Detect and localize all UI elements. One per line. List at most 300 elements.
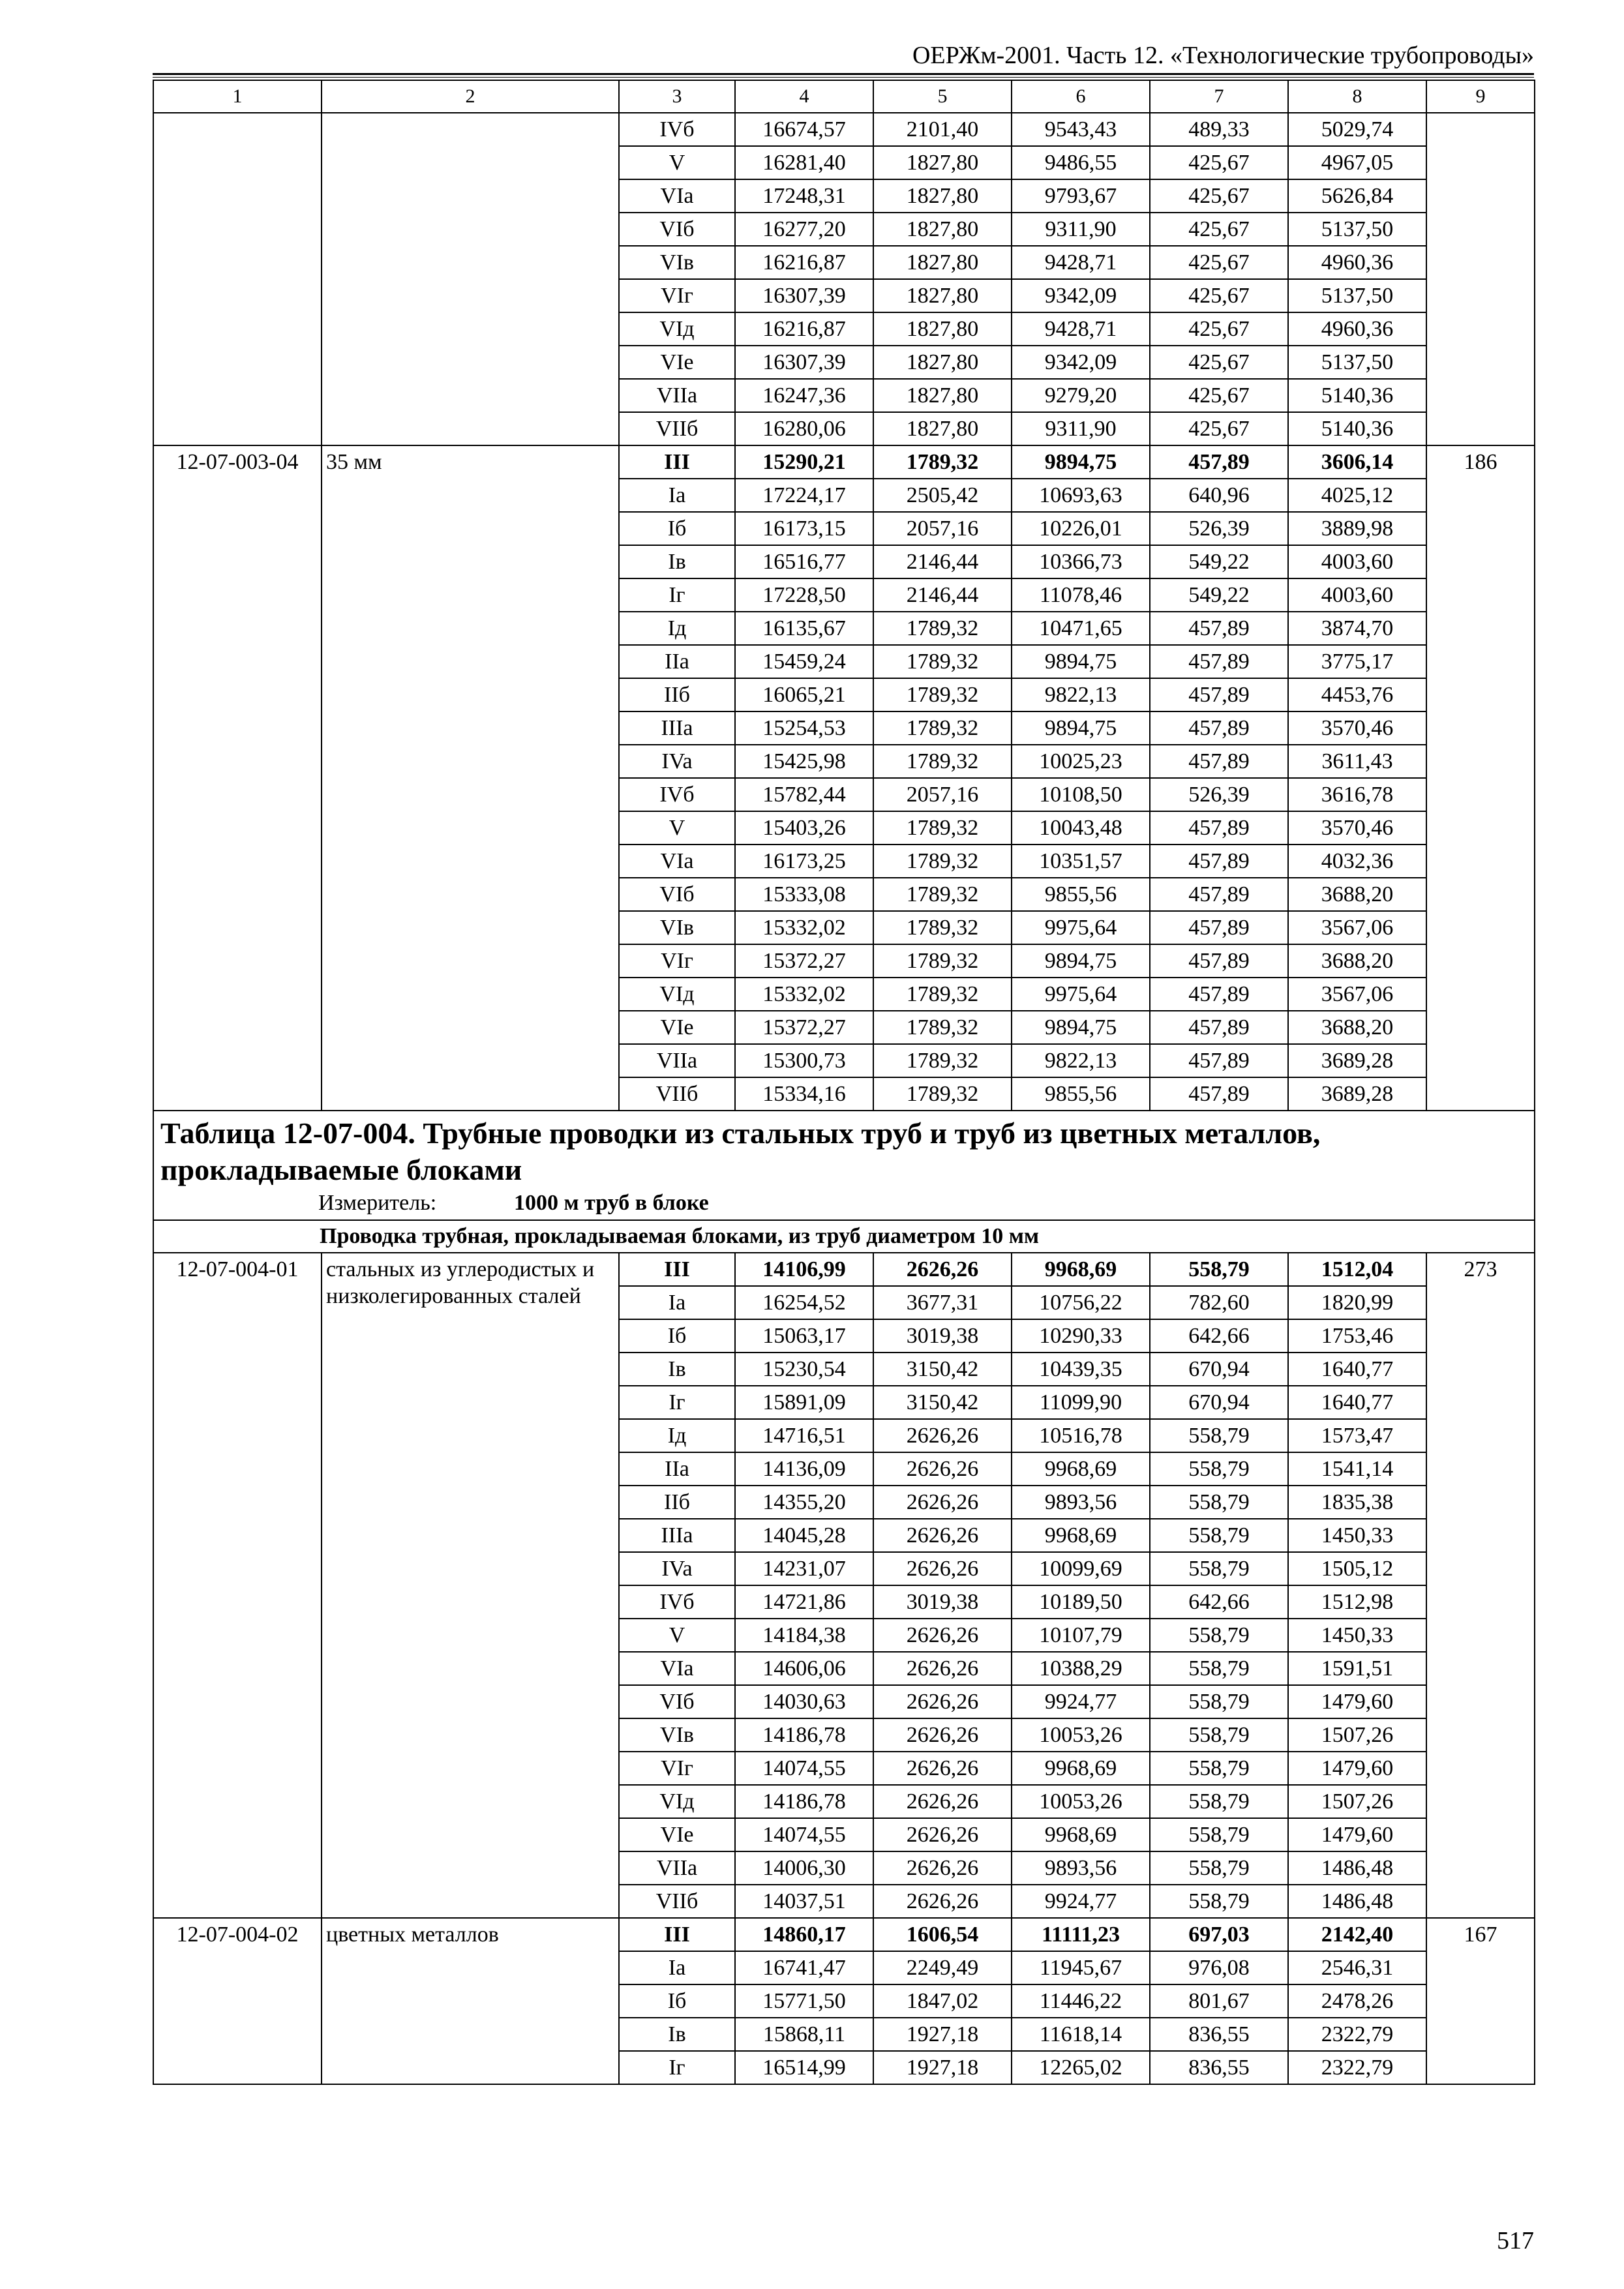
value-cell: 1789,32 bbox=[873, 645, 1012, 678]
value-cell: 1479,60 bbox=[1288, 1818, 1426, 1851]
value-cell: 9968,69 bbox=[1012, 1452, 1150, 1486]
value-cell: 15891,09 bbox=[735, 1386, 873, 1419]
value-cell: 16307,39 bbox=[735, 279, 873, 312]
value-cell: 15333,08 bbox=[735, 878, 873, 911]
value-cell: 1827,80 bbox=[873, 213, 1012, 246]
table-title: Таблица 12-07-004. Трубные проводки из стальных труб и труб из цветных металлов, прокладываемые блоками bbox=[160, 1116, 1321, 1186]
value-cell: 9893,56 bbox=[1012, 1851, 1150, 1885]
value-cell: 9968,69 bbox=[1012, 1253, 1150, 1286]
rate-description: стальных из углеродистых и низколегированных сталей bbox=[322, 1253, 619, 1918]
value-cell: 9968,69 bbox=[1012, 1752, 1150, 1785]
value-cell: 3019,38 bbox=[873, 1319, 1012, 1353]
value-cell: 1827,80 bbox=[873, 146, 1012, 179]
value-cell: 9855,56 bbox=[1012, 1077, 1150, 1111]
value-cell: 3150,42 bbox=[873, 1386, 1012, 1419]
value-cell: 10439,35 bbox=[1012, 1353, 1150, 1386]
value-cell: 642,66 bbox=[1150, 1585, 1288, 1619]
value-cell: 16674,57 bbox=[735, 113, 873, 146]
value-cell: 10025,23 bbox=[1012, 745, 1150, 778]
value-cell: 9968,69 bbox=[1012, 1818, 1150, 1851]
region-code: III bbox=[619, 1918, 735, 1951]
value-cell: 1789,32 bbox=[873, 944, 1012, 978]
value-cell: 2626,26 bbox=[873, 1752, 1012, 1785]
value-cell: 558,79 bbox=[1150, 1486, 1288, 1519]
value-cell: 14074,55 bbox=[735, 1752, 873, 1785]
value-cell: 1789,32 bbox=[873, 978, 1012, 1011]
value-cell: 801,67 bbox=[1150, 1984, 1288, 2018]
value-cell: 526,39 bbox=[1150, 512, 1288, 545]
value-cell: 10471,65 bbox=[1012, 612, 1150, 645]
value-cell: 549,22 bbox=[1150, 578, 1288, 612]
value-cell: 558,79 bbox=[1150, 1552, 1288, 1585]
value-cell: 9279,20 bbox=[1012, 379, 1150, 412]
value-cell: 9855,56 bbox=[1012, 878, 1150, 911]
value-cell: 1512,98 bbox=[1288, 1585, 1426, 1619]
value-cell: 16247,36 bbox=[735, 379, 873, 412]
value-cell: 9968,69 bbox=[1012, 1519, 1150, 1552]
unit-label: Измеритель: bbox=[318, 1191, 437, 1215]
value-cell: 457,89 bbox=[1150, 612, 1288, 645]
value-cell: 15372,27 bbox=[735, 944, 873, 978]
value-cell: 2057,16 bbox=[873, 778, 1012, 811]
value-cell: 1827,80 bbox=[873, 412, 1012, 445]
region-code: V bbox=[619, 146, 735, 179]
value-cell: 2626,26 bbox=[873, 1519, 1012, 1552]
region-code: VIг bbox=[619, 279, 735, 312]
value-cell: 1505,12 bbox=[1288, 1552, 1426, 1585]
region-code: IVa bbox=[619, 1552, 735, 1585]
value-cell: 3874,70 bbox=[1288, 612, 1426, 645]
subheading-row bbox=[153, 1220, 1535, 1253]
value-cell: 10099,69 bbox=[1012, 1552, 1150, 1585]
value-cell: 457,89 bbox=[1150, 445, 1288, 479]
value-cell: 457,89 bbox=[1150, 944, 1288, 978]
value-cell: 4967,05 bbox=[1288, 146, 1426, 179]
running-header: ОЕРЖм-2001. Часть 12. «Технологические трубопроводы» bbox=[912, 42, 1534, 69]
value-cell: 1827,80 bbox=[873, 279, 1012, 312]
value-cell: 9894,75 bbox=[1012, 944, 1150, 978]
value-cell: 558,79 bbox=[1150, 1685, 1288, 1718]
region-code: Iд bbox=[619, 1419, 735, 1452]
value-cell: 4003,60 bbox=[1288, 578, 1426, 612]
value-cell: 16135,67 bbox=[735, 612, 873, 645]
value-cell: 14355,20 bbox=[735, 1486, 873, 1519]
value-cell: 10043,48 bbox=[1012, 811, 1150, 845]
value-cell: 15372,27 bbox=[735, 1011, 873, 1044]
value-cell: 1753,46 bbox=[1288, 1319, 1426, 1353]
value-cell: 1789,32 bbox=[873, 811, 1012, 845]
value-cell: 9894,75 bbox=[1012, 1011, 1150, 1044]
region-code: IIIa bbox=[619, 1519, 735, 1552]
value-cell: 9311,90 bbox=[1012, 213, 1150, 246]
region-code: VIIб bbox=[619, 1885, 735, 1918]
value-cell: 558,79 bbox=[1150, 1785, 1288, 1818]
value-cell: 2626,26 bbox=[873, 1253, 1012, 1286]
value-cell: 2505,42 bbox=[873, 479, 1012, 512]
value-cell: 9428,71 bbox=[1012, 312, 1150, 346]
value-cell: 457,89 bbox=[1150, 1011, 1288, 1044]
value-cell: 558,79 bbox=[1150, 1452, 1288, 1486]
value-cell: 17224,17 bbox=[735, 479, 873, 512]
value-cell: 5140,36 bbox=[1288, 379, 1426, 412]
value-cell: 1789,32 bbox=[873, 1077, 1012, 1111]
value-cell: 10108,50 bbox=[1012, 778, 1150, 811]
region-code: VIб bbox=[619, 213, 735, 246]
value-cell: 2626,26 bbox=[873, 1452, 1012, 1486]
value-cell: 1486,48 bbox=[1288, 1851, 1426, 1885]
value-cell: 2626,26 bbox=[873, 1785, 1012, 1818]
region-code: IIa bbox=[619, 645, 735, 678]
value-cell: 1507,26 bbox=[1288, 1718, 1426, 1752]
value-cell: 1789,32 bbox=[873, 1044, 1012, 1077]
value-cell: 9822,13 bbox=[1012, 1044, 1150, 1077]
value-cell: 16277,20 bbox=[735, 213, 873, 246]
value-cell: 549,22 bbox=[1150, 545, 1288, 578]
value-cell: 1789,32 bbox=[873, 878, 1012, 911]
value-cell: 558,79 bbox=[1150, 1718, 1288, 1752]
value-cell: 9428,71 bbox=[1012, 246, 1150, 279]
region-code: IIa bbox=[619, 1452, 735, 1486]
value-cell: 1789,32 bbox=[873, 745, 1012, 778]
value-cell: 425,67 bbox=[1150, 279, 1288, 312]
value-cell: 1835,38 bbox=[1288, 1486, 1426, 1519]
value-cell: 558,79 bbox=[1150, 1652, 1288, 1685]
value-cell: 9975,64 bbox=[1012, 978, 1150, 1011]
value-cell: 3689,28 bbox=[1288, 1077, 1426, 1111]
value-cell: 2146,44 bbox=[873, 545, 1012, 578]
value-cell: 14716,51 bbox=[735, 1419, 873, 1452]
value-cell: 457,89 bbox=[1150, 811, 1288, 845]
column-number-row bbox=[153, 80, 1535, 113]
value-cell: 2626,26 bbox=[873, 1419, 1012, 1452]
value-cell: 3019,38 bbox=[873, 1585, 1012, 1619]
value-cell: 3689,28 bbox=[1288, 1044, 1426, 1077]
value-cell: 1573,47 bbox=[1288, 1419, 1426, 1452]
value-cell: 1450,33 bbox=[1288, 1619, 1426, 1652]
value-cell: 2146,44 bbox=[873, 578, 1012, 612]
value-cell: 2626,26 bbox=[873, 1619, 1012, 1652]
value-cell: 642,66 bbox=[1150, 1319, 1288, 1353]
column-9-value bbox=[1426, 113, 1535, 445]
region-code: IIб bbox=[619, 678, 735, 711]
value-cell: 1789,32 bbox=[873, 1011, 1012, 1044]
value-cell: 3570,46 bbox=[1288, 811, 1426, 845]
value-cell: 425,67 bbox=[1150, 312, 1288, 346]
value-cell: 558,79 bbox=[1150, 1419, 1288, 1452]
value-cell: 697,03 bbox=[1150, 1918, 1288, 1951]
rate-code: 12-07-003-04 bbox=[153, 445, 322, 1111]
value-cell: 10226,01 bbox=[1012, 512, 1150, 545]
region-code: VIв bbox=[619, 246, 735, 279]
rate-description: 35 мм bbox=[322, 445, 619, 1111]
column-number: 3 bbox=[619, 80, 735, 113]
value-cell: 16065,21 bbox=[735, 678, 873, 711]
rate-code bbox=[153, 113, 322, 445]
table-row bbox=[153, 113, 1535, 146]
value-cell: 15334,16 bbox=[735, 1077, 873, 1111]
region-code: Iв bbox=[619, 1353, 735, 1386]
region-code: VIб bbox=[619, 1685, 735, 1718]
value-cell: 3567,06 bbox=[1288, 978, 1426, 1011]
value-cell: 1591,51 bbox=[1288, 1652, 1426, 1685]
rate-code: 12-07-004-01 bbox=[153, 1253, 322, 1918]
value-cell: 15403,26 bbox=[735, 811, 873, 845]
region-code: Iб bbox=[619, 1319, 735, 1353]
value-cell: 15425,98 bbox=[735, 745, 873, 778]
value-cell: 4003,60 bbox=[1288, 545, 1426, 578]
value-cell: 425,67 bbox=[1150, 379, 1288, 412]
value-cell: 15868,11 bbox=[735, 2018, 873, 2051]
value-cell: 526,39 bbox=[1150, 778, 1288, 811]
column-number: 9 bbox=[1426, 80, 1535, 113]
value-cell: 16280,06 bbox=[735, 412, 873, 445]
value-cell: 1820,99 bbox=[1288, 1286, 1426, 1319]
value-cell: 17228,50 bbox=[735, 578, 873, 612]
region-code: VIIб bbox=[619, 412, 735, 445]
region-code: III bbox=[619, 445, 735, 479]
subheading: Проводка трубная, прокладываемая блоками, из труб диаметром 10 мм bbox=[153, 1220, 1535, 1253]
value-cell: 9924,77 bbox=[1012, 1685, 1150, 1718]
value-cell: 1927,18 bbox=[873, 2051, 1012, 2084]
value-cell: 425,67 bbox=[1150, 179, 1288, 213]
value-cell: 836,55 bbox=[1150, 2018, 1288, 2051]
value-cell: 1479,60 bbox=[1288, 1685, 1426, 1718]
unit-value: 1000 м труб в блоке bbox=[514, 1191, 709, 1215]
value-cell: 15290,21 bbox=[735, 445, 873, 479]
value-cell: 425,67 bbox=[1150, 213, 1288, 246]
table-body bbox=[153, 80, 1535, 2084]
value-cell: 2322,79 bbox=[1288, 2018, 1426, 2051]
value-cell: 2626,26 bbox=[873, 1685, 1012, 1718]
value-cell: 14231,07 bbox=[735, 1552, 873, 1585]
value-cell: 1827,80 bbox=[873, 179, 1012, 213]
value-cell: 10756,22 bbox=[1012, 1286, 1150, 1319]
value-cell: 14006,30 bbox=[735, 1851, 873, 1885]
rate-description bbox=[322, 113, 619, 445]
value-cell: 10366,73 bbox=[1012, 545, 1150, 578]
region-code: VIд bbox=[619, 1785, 735, 1818]
value-cell: 10189,50 bbox=[1012, 1585, 1150, 1619]
value-cell: 425,67 bbox=[1150, 346, 1288, 379]
region-code: IIIa bbox=[619, 711, 735, 745]
region-code: VIв bbox=[619, 911, 735, 944]
value-cell: 457,89 bbox=[1150, 978, 1288, 1011]
value-cell: 15300,73 bbox=[735, 1044, 873, 1077]
table-row bbox=[153, 1918, 1535, 1951]
value-cell: 457,89 bbox=[1150, 745, 1288, 778]
value-cell: 16216,87 bbox=[735, 246, 873, 279]
value-cell: 16741,47 bbox=[735, 1951, 873, 1984]
region-code: VIб bbox=[619, 878, 735, 911]
value-cell: 1789,32 bbox=[873, 911, 1012, 944]
region-code: Ia bbox=[619, 479, 735, 512]
value-cell: 14037,51 bbox=[735, 1885, 873, 1918]
region-code: VIг bbox=[619, 944, 735, 978]
value-cell: 16254,52 bbox=[735, 1286, 873, 1319]
value-cell: 1789,32 bbox=[873, 612, 1012, 645]
value-cell: 3688,20 bbox=[1288, 1011, 1426, 1044]
region-code: IIб bbox=[619, 1486, 735, 1519]
value-cell: 9793,67 bbox=[1012, 179, 1150, 213]
value-cell: 16173,25 bbox=[735, 845, 873, 878]
value-cell: 14045,28 bbox=[735, 1519, 873, 1552]
value-cell: 14106,99 bbox=[735, 1253, 873, 1286]
value-cell: 16514,99 bbox=[735, 2051, 873, 2084]
region-code: VIIa bbox=[619, 1851, 735, 1885]
column-number: 8 bbox=[1288, 80, 1426, 113]
region-code: V bbox=[619, 811, 735, 845]
value-cell: 1927,18 bbox=[873, 2018, 1012, 2051]
region-code: VIe bbox=[619, 1011, 735, 1044]
value-cell: 3616,78 bbox=[1288, 778, 1426, 811]
value-cell: 11945,67 bbox=[1012, 1951, 1150, 1984]
value-cell: 670,94 bbox=[1150, 1353, 1288, 1386]
value-cell: 1640,77 bbox=[1288, 1353, 1426, 1386]
value-cell: 11078,46 bbox=[1012, 578, 1150, 612]
region-code: IVa bbox=[619, 745, 735, 778]
value-cell: 10388,29 bbox=[1012, 1652, 1150, 1685]
value-cell: 9822,13 bbox=[1012, 678, 1150, 711]
value-cell: 5029,74 bbox=[1288, 113, 1426, 146]
value-cell: 5140,36 bbox=[1288, 412, 1426, 445]
region-code: VIa bbox=[619, 845, 735, 878]
column-number: 5 bbox=[873, 80, 1012, 113]
value-cell: 3775,17 bbox=[1288, 645, 1426, 678]
value-cell: 457,89 bbox=[1150, 878, 1288, 911]
column-number: 7 bbox=[1150, 80, 1288, 113]
region-code: III bbox=[619, 1253, 735, 1286]
value-cell: 558,79 bbox=[1150, 1619, 1288, 1652]
value-cell: 11446,22 bbox=[1012, 1984, 1150, 2018]
column-9-value: 273 bbox=[1426, 1253, 1535, 1918]
value-cell: 457,89 bbox=[1150, 845, 1288, 878]
value-cell: 10053,26 bbox=[1012, 1785, 1150, 1818]
value-cell: 9342,09 bbox=[1012, 346, 1150, 379]
value-cell: 4453,76 bbox=[1288, 678, 1426, 711]
value-cell: 15332,02 bbox=[735, 978, 873, 1011]
value-cell: 1507,26 bbox=[1288, 1785, 1426, 1818]
region-code: IVб bbox=[619, 1585, 735, 1619]
value-cell: 5137,50 bbox=[1288, 279, 1426, 312]
region-code: Iв bbox=[619, 545, 735, 578]
column-number: 2 bbox=[322, 80, 619, 113]
region-code: IVб bbox=[619, 113, 735, 146]
region-code: V bbox=[619, 1619, 735, 1652]
column-number: 6 bbox=[1012, 80, 1150, 113]
value-cell: 2142,40 bbox=[1288, 1918, 1426, 1951]
value-cell: 1486,48 bbox=[1288, 1885, 1426, 1918]
value-cell: 1789,32 bbox=[873, 711, 1012, 745]
value-cell: 558,79 bbox=[1150, 1818, 1288, 1851]
value-cell: 2322,79 bbox=[1288, 2051, 1426, 2084]
value-cell: 15254,53 bbox=[735, 711, 873, 745]
value-cell: 558,79 bbox=[1150, 1851, 1288, 1885]
value-cell: 14136,09 bbox=[735, 1452, 873, 1486]
value-cell: 16307,39 bbox=[735, 346, 873, 379]
region-code: Ia bbox=[619, 1286, 735, 1319]
value-cell: 2249,49 bbox=[873, 1951, 1012, 1984]
region-code: Iб bbox=[619, 512, 735, 545]
value-cell: 9543,43 bbox=[1012, 113, 1150, 146]
value-cell: 2626,26 bbox=[873, 1718, 1012, 1752]
region-code: VIд bbox=[619, 978, 735, 1011]
value-cell: 9894,75 bbox=[1012, 711, 1150, 745]
value-cell: 1789,32 bbox=[873, 678, 1012, 711]
unit-line bbox=[160, 1189, 1527, 1217]
value-cell: 4960,36 bbox=[1288, 246, 1426, 279]
value-cell: 1827,80 bbox=[873, 346, 1012, 379]
table-row bbox=[153, 445, 1535, 479]
value-cell: 10351,57 bbox=[1012, 845, 1150, 878]
value-cell: 16173,15 bbox=[735, 512, 873, 545]
value-cell: 1640,77 bbox=[1288, 1386, 1426, 1419]
value-cell: 457,89 bbox=[1150, 645, 1288, 678]
rate-code: 12-07-004-02 bbox=[153, 1918, 322, 2084]
value-cell: 9894,75 bbox=[1012, 445, 1150, 479]
value-cell: 10053,26 bbox=[1012, 1718, 1150, 1752]
value-cell: 15332,02 bbox=[735, 911, 873, 944]
value-cell: 558,79 bbox=[1150, 1885, 1288, 1918]
region-code: Iв bbox=[619, 2018, 735, 2051]
value-cell: 425,67 bbox=[1150, 146, 1288, 179]
value-cell: 3611,43 bbox=[1288, 745, 1426, 778]
value-cell: 1789,32 bbox=[873, 845, 1012, 878]
column-9-value: 167 bbox=[1426, 1918, 1535, 2084]
value-cell: 836,55 bbox=[1150, 2051, 1288, 2084]
value-cell: 782,60 bbox=[1150, 1286, 1288, 1319]
value-cell: 2057,16 bbox=[873, 512, 1012, 545]
rates-table bbox=[153, 80, 1535, 2085]
value-cell: 5626,84 bbox=[1288, 179, 1426, 213]
value-cell: 2546,31 bbox=[1288, 1951, 1426, 1984]
value-cell: 10290,33 bbox=[1012, 1319, 1150, 1353]
value-cell: 16216,87 bbox=[735, 312, 873, 346]
value-cell: 1827,80 bbox=[873, 312, 1012, 346]
region-code: Iг bbox=[619, 1386, 735, 1419]
value-cell: 1512,04 bbox=[1288, 1253, 1426, 1286]
value-cell: 1541,14 bbox=[1288, 1452, 1426, 1486]
value-cell: 17248,31 bbox=[735, 179, 873, 213]
column-number: 4 bbox=[735, 80, 873, 113]
value-cell: 976,08 bbox=[1150, 1951, 1288, 1984]
header-rule-thin bbox=[153, 77, 1534, 78]
header-rule bbox=[153, 73, 1534, 75]
value-cell: 558,79 bbox=[1150, 1752, 1288, 1785]
value-cell: 3150,42 bbox=[873, 1353, 1012, 1386]
value-cell: 15063,17 bbox=[735, 1319, 873, 1353]
region-code: Iд bbox=[619, 612, 735, 645]
value-cell: 15459,24 bbox=[735, 645, 873, 678]
region-code: Iб bbox=[619, 1984, 735, 2018]
table-row bbox=[153, 1253, 1535, 1286]
region-code: VIIa bbox=[619, 1044, 735, 1077]
value-cell: 457,89 bbox=[1150, 1044, 1288, 1077]
value-cell: 9894,75 bbox=[1012, 645, 1150, 678]
value-cell: 14074,55 bbox=[735, 1818, 873, 1851]
value-cell: 9893,56 bbox=[1012, 1486, 1150, 1519]
value-cell: 14606,06 bbox=[735, 1652, 873, 1685]
region-code: VIг bbox=[619, 1752, 735, 1785]
region-code: VIIб bbox=[619, 1077, 735, 1111]
value-cell: 3606,14 bbox=[1288, 445, 1426, 479]
value-cell: 14186,78 bbox=[735, 1785, 873, 1818]
table-title-row bbox=[153, 1111, 1535, 1220]
value-cell: 2626,26 bbox=[873, 1552, 1012, 1585]
value-cell: 3677,31 bbox=[873, 1286, 1012, 1319]
value-cell: 425,67 bbox=[1150, 246, 1288, 279]
value-cell: 11618,14 bbox=[1012, 2018, 1150, 2051]
value-cell: 14186,78 bbox=[735, 1718, 873, 1752]
